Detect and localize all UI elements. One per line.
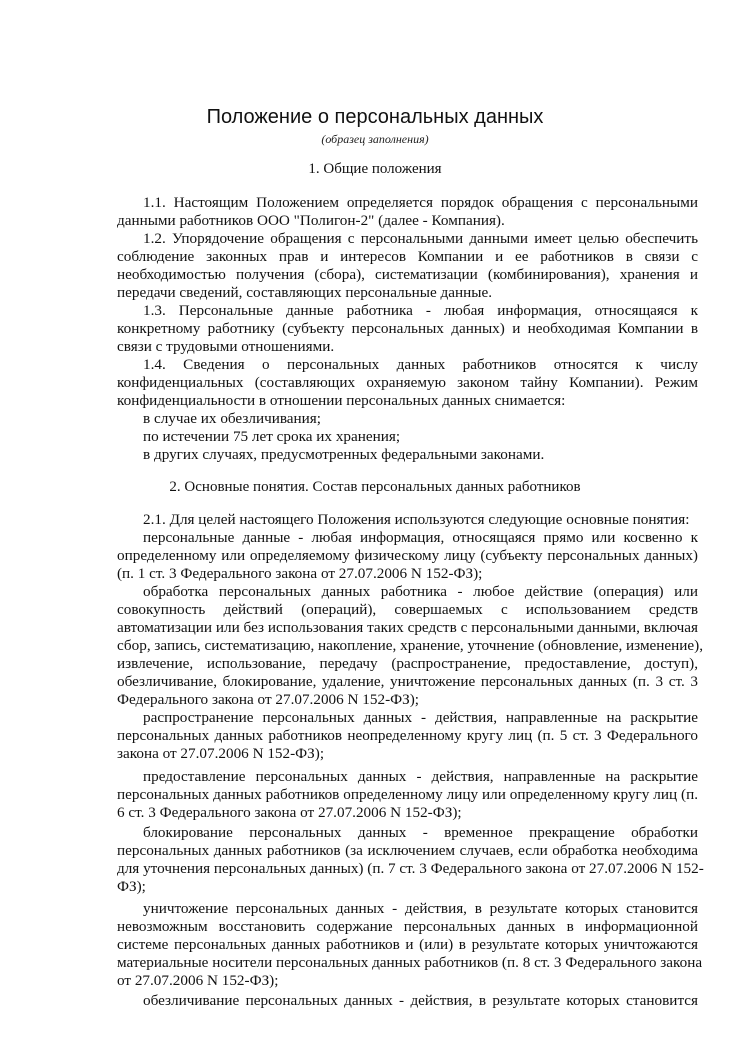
text-line: 6 ст. 3 Федерального закона от 27.07.2006 N 152-ФЗ);: [117, 804, 462, 821]
text-line: персональных данных работников (за исключением случаев, если обработка необходима: [117, 842, 698, 859]
text-line: Федерального закона от 27.07.2006 N 152-ФЗ);: [117, 691, 420, 708]
text-line: персональных данных работников определенному лицу или определенному кругу лиц (п.: [117, 786, 698, 803]
text-line: связи с трудовыми отношениями.: [117, 338, 335, 355]
text-line: в других случаях, предусмотренных федеральными законами.: [143, 446, 545, 463]
text-line: извлечение, использование, передачу (распространение, предоставление, доступ),: [117, 655, 698, 672]
text-line: ФЗ);: [117, 878, 146, 895]
text-line: обработка персональных данных работника - любое действие (операция) или: [143, 583, 698, 600]
text-line: материальные носители персональных данных работников (п. 8 ст. 3 Федерального закона: [117, 954, 703, 971]
text-line: конфиденциальности в отношении персональных данных снимается:: [117, 392, 566, 409]
text-line: невозможным восстановить содержание персональных данных в информационной: [117, 918, 698, 935]
text-line: от 27.07.2006 N 152-ФЗ);: [117, 972, 279, 989]
text-line: (п. 1 ст. 3 Федерального закона от 27.07.2006 N 152-ФЗ);: [117, 565, 483, 582]
text-line: 2.1. Для целей настоящего Положения используются следующие основные понятия:: [143, 511, 690, 528]
text-line: для уточнения персональных данных) (п. 7 ст. 3 Федерального закона от 27.07.2006 N 152-: [117, 860, 704, 877]
text-line: необходимостью получения (сбора), систематизации (комбинирования), хранения и: [117, 266, 698, 283]
text-line: данными работников ООО "Полигон-2" (далее - Компания).: [117, 212, 505, 229]
text-line: сбор, запись, систематизацию, накопление, хранение, уточнение (обновление, изменение),: [117, 637, 704, 654]
text-line: 1.2. Упорядочение обращения с персональными данными имеет целью обеспечить: [143, 230, 698, 247]
text-line: 1.4. Сведения о персональных данных работников относятся к числу: [143, 356, 698, 373]
text-line: обезличивание, блокирование, удаление, уничтожение персональных данных (п. 3 ст. 3: [117, 673, 698, 690]
text-line: уничтожение персональных данных - действия, в результате которых становится: [143, 900, 698, 917]
text-line: системе персональных данных работников и (или) в результате которых уничтожаются: [117, 936, 698, 953]
text-line: совокупность действий (операций), совершаемых с использованием средств: [117, 601, 698, 618]
text-line: определенному или определяемому физическому лицу (субъекту персональных данных): [117, 547, 698, 564]
text-line: блокирование персональных данных - временное прекращение обработки: [143, 824, 698, 841]
text-line: по истечении 75 лет срока их хранения;: [143, 428, 401, 445]
section-2-heading: 2. Основные понятия. Состав персональных данных работников: [169, 479, 581, 495]
text-line: закона от 27.07.2006 N 152-ФЗ);: [117, 745, 325, 762]
text-line: 1.3. Персональные данные работника - любая информация, относящаяся к: [143, 302, 698, 319]
section-1-heading: 1. Общие положения: [308, 161, 442, 177]
text-line: персональные данные - любая информация, относящаяся прямо или косвенно к: [143, 529, 698, 546]
text-line: передачи сведений, составляющих персональные данные.: [117, 284, 492, 301]
document-subtitle: (образец заполнения): [321, 132, 429, 146]
text-line: распространение персональных данных - действия, направленные на раскрытие: [143, 709, 698, 726]
text-line: предоставление персональных данных - действия, направленные на раскрытие: [143, 768, 698, 785]
text-line: в случае их обезличивания;: [143, 410, 322, 427]
text-line: 1.1. Настоящим Положением определяется порядок обращения с персональными: [143, 194, 698, 211]
document-title: Положение о персональных данных: [206, 106, 544, 128]
text-line: персональных данных работников неопределенному кругу лиц (п. 5 ст. 3 Федерального: [117, 727, 698, 744]
text-line: конфиденциальных (составляющих охраняемую законом тайну Компании). Режим: [117, 374, 698, 391]
text-line: обезличивание персональных данных - действия, в результате которых становится: [143, 992, 698, 1009]
text-line: конкретному работнику (субъекту персональных данных) и необходимая Компании в: [117, 320, 698, 337]
text-line: соблюдение законных прав и интересов Компании и ее работников в связи с: [117, 248, 698, 265]
text-line: автоматизации или без использования таких средств с персональными данными, включая: [117, 619, 698, 636]
